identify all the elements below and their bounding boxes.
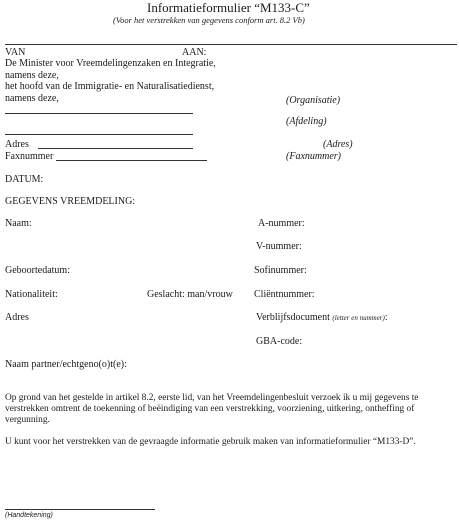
sender-line-3: het hoofd van de Immigratie- en Naturalisatiedienst, (5, 81, 215, 92)
gegevens-heading: GEGEVENS VREEMDELING: (5, 196, 136, 207)
fax-field-label: Faxnummer (5, 151, 54, 162)
paragraph-1-line-2: verstrekken omtrent de toekenning of beëindiging van een verstrekking, voorziening, uitkering, ontheffing of (5, 404, 415, 414)
verblijfsdocument-note: (letter en nummer) (332, 314, 385, 322)
paragraph-2: U kunt voor het verstrekken van de gevraagde informatie gebruik maken van informatieformulier “M133-D”. (5, 437, 416, 447)
header-divider (5, 44, 457, 45)
form-title: Informatieformulier “M133-C” (147, 0, 310, 15)
afdeling-line[interactable] (5, 134, 193, 135)
fax-label: (Faxnummer) (286, 151, 341, 162)
afdeling-label: (Afdeling) (286, 116, 327, 127)
signature-line[interactable] (5, 509, 155, 510)
sender-line-2: namens deze, (5, 70, 59, 81)
verblijfsdocument-field (256, 312, 388, 324)
organisatie-line[interactable] (5, 113, 193, 114)
organisatie-label: (Organisatie) (286, 95, 341, 106)
form-subtitle: (Voor het verstrekken van gegevens conform art. 8.2 Vb) (113, 15, 305, 25)
adres-field: Adres (5, 312, 29, 323)
datum-label: DATUM: (5, 174, 44, 185)
sender-line-1: De Minister voor Vreemdelingenzaken en Integratie, (5, 58, 216, 69)
verblijfsdocument-colon: : (384, 312, 388, 323)
aan-label: AAN: (182, 47, 207, 58)
clientnummer-field: Cliëntnummer: (254, 289, 315, 300)
paragraph-1-line-3: vergunning. (5, 415, 50, 425)
verblijfsdocument-label: Verblijfsdocument (256, 312, 330, 323)
geslacht-field: Geslacht: man/vrouw (147, 289, 233, 300)
a-nummer-field: A-nummer: (258, 218, 305, 229)
naam-field: Naam: (5, 218, 32, 229)
fax-line[interactable] (56, 160, 207, 161)
signature-label: (Handtekening) (5, 512, 53, 519)
sender-line-4: namens deze, (5, 93, 59, 104)
geboortedatum-field: Geboortedatum: (5, 265, 70, 276)
nationaliteit-field: Nationaliteit: (5, 289, 58, 300)
van-label: VAN (5, 47, 26, 58)
adres-line[interactable] (38, 148, 193, 149)
adres-field-label: Adres (5, 139, 29, 150)
sofinummer-field: Sofinummer: (254, 265, 307, 276)
naam-partner-field: Naam partner/echtgeno(o)t(e): (5, 359, 127, 370)
paragraph-1-line-1: Op grond van het gestelde in artikel 8.2, eerste lid, van het Vreemdelingenbesluit verzoek ik u mij gegevens te (5, 393, 419, 403)
gba-code-field: GBA-code: (256, 336, 303, 347)
v-nummer-field: V-nummer: (256, 241, 302, 252)
adres-label: (Adres) (323, 139, 353, 150)
